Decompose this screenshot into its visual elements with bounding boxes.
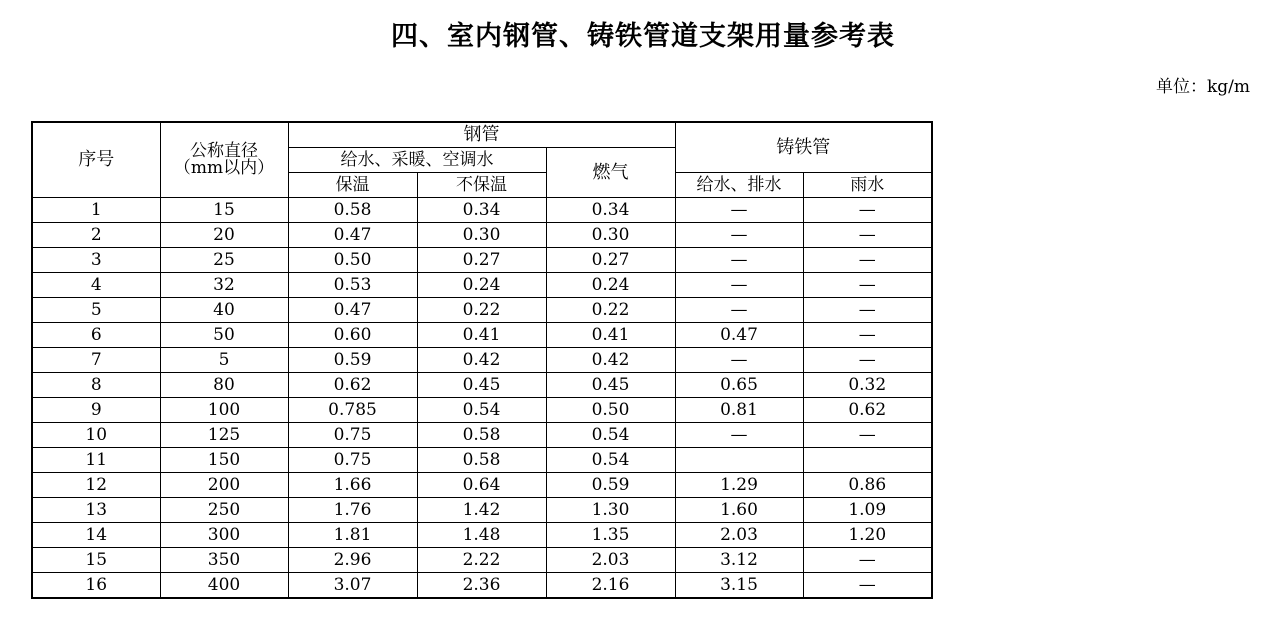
support-usage-table <box>31 121 933 599</box>
cell-cast-iron-water-drain: — <box>675 423 803 448</box>
header-insulated: 保温 <box>288 173 417 198</box>
cell-cast-iron-rain: — <box>803 348 932 373</box>
cell-steel-insulated: 0.59 <box>288 348 417 373</box>
table-row <box>32 548 932 573</box>
cell-cast-iron-rain: 0.86 <box>803 473 932 498</box>
cell-cast-iron-rain: 1.20 <box>803 523 932 548</box>
cell-cast-iron-water-drain: — <box>675 298 803 323</box>
cell-nominal-diameter: 32 <box>160 273 288 298</box>
cell-steel-uninsulated: 0.58 <box>417 423 546 448</box>
cell-steel-gas: 0.54 <box>546 448 675 473</box>
cell-nominal-diameter: 80 <box>160 373 288 398</box>
cell-nominal-diameter: 400 <box>160 573 288 599</box>
cell-seq: 16 <box>32 573 160 599</box>
cell-steel-insulated: 1.76 <box>288 498 417 523</box>
cell-steel-gas: 1.35 <box>546 523 675 548</box>
cell-seq: 4 <box>32 273 160 298</box>
cell-cast-iron-rain: 0.32 <box>803 373 932 398</box>
header-steel-water: 给水、采暖、空调水 <box>288 148 546 173</box>
cell-cast-iron-rain: 0.62 <box>803 398 932 423</box>
cell-steel-uninsulated: 0.27 <box>417 248 546 273</box>
cell-steel-uninsulated: 2.22 <box>417 548 546 573</box>
table-row <box>32 298 932 323</box>
cell-nominal-diameter: 20 <box>160 223 288 248</box>
table-row <box>32 198 932 223</box>
cell-steel-insulated: 0.58 <box>288 198 417 223</box>
cell-cast-iron-rain: — <box>803 248 932 273</box>
cell-steel-gas: 0.45 <box>546 373 675 398</box>
cell-steel-uninsulated: 0.42 <box>417 348 546 373</box>
cell-cast-iron-rain: — <box>803 273 932 298</box>
cell-cast-iron-water-drain: — <box>675 248 803 273</box>
cell-cast-iron-water-drain: 3.15 <box>675 573 803 599</box>
table-row <box>32 323 932 348</box>
cell-steel-uninsulated: 1.48 <box>417 523 546 548</box>
cell-nominal-diameter: 250 <box>160 498 288 523</box>
cell-steel-uninsulated: 2.36 <box>417 573 546 599</box>
cell-nominal-diameter: 40 <box>160 298 288 323</box>
cell-steel-gas: 0.59 <box>546 473 675 498</box>
cell-cast-iron-water-drain: 0.65 <box>675 373 803 398</box>
cell-seq: 12 <box>32 473 160 498</box>
header-cast-iron-pipe: 铸铁管 <box>675 122 932 173</box>
cell-cast-iron-water-drain: — <box>675 198 803 223</box>
cell-steel-uninsulated: 0.54 <box>417 398 546 423</box>
cell-steel-insulated: 0.75 <box>288 448 417 473</box>
cell-nominal-diameter: 150 <box>160 448 288 473</box>
cell-steel-insulated: 0.60 <box>288 323 417 348</box>
page-title: 四、室内钢管、铸铁管道支架用量参考表 <box>391 21 895 52</box>
cell-seq: 1 <box>32 198 160 223</box>
cell-nominal-diameter: 50 <box>160 323 288 348</box>
cell-cast-iron-water-drain: — <box>675 223 803 248</box>
cell-steel-uninsulated: 0.58 <box>417 448 546 473</box>
cell-cast-iron-water-drain: 3.12 <box>675 548 803 573</box>
cell-cast-iron-water-drain: 2.03 <box>675 523 803 548</box>
cell-steel-gas: 1.30 <box>546 498 675 523</box>
table-row <box>32 273 932 298</box>
table-row <box>32 473 932 498</box>
cell-steel-uninsulated: 1.42 <box>417 498 546 523</box>
cell-seq: 10 <box>32 423 160 448</box>
cell-nominal-diameter: 25 <box>160 248 288 273</box>
cell-cast-iron-rain: — <box>803 323 932 348</box>
cell-steel-gas: 0.50 <box>546 398 675 423</box>
cell-cast-iron-water-drain: 1.29 <box>675 473 803 498</box>
cell-steel-gas: 0.41 <box>546 323 675 348</box>
cell-steel-gas: 0.42 <box>546 348 675 373</box>
table-row <box>32 373 932 398</box>
table-row <box>32 498 932 523</box>
header-gas: 燃气 <box>546 148 675 198</box>
cell-steel-gas: 0.27 <box>546 248 675 273</box>
header-row-1 <box>32 122 932 148</box>
cell-steel-uninsulated: 0.24 <box>417 273 546 298</box>
header-seq: 序号 <box>32 122 160 198</box>
cell-steel-insulated: 1.66 <box>288 473 417 498</box>
cell-steel-insulated: 0.47 <box>288 298 417 323</box>
cell-steel-uninsulated: 0.30 <box>417 223 546 248</box>
header-uninsulated: 不保温 <box>417 173 546 198</box>
cell-cast-iron-water-drain: 0.81 <box>675 398 803 423</box>
cell-nominal-diameter: 125 <box>160 423 288 448</box>
table-row <box>32 348 932 373</box>
cell-cast-iron-rain: — <box>803 198 932 223</box>
cell-cast-iron-rain: — <box>803 423 932 448</box>
cell-cast-iron-rain <box>803 448 932 473</box>
cell-seq: 7 <box>32 348 160 373</box>
cell-cast-iron-rain: — <box>803 223 932 248</box>
cell-steel-uninsulated: 0.22 <box>417 298 546 323</box>
cell-steel-insulated: 1.81 <box>288 523 417 548</box>
cell-steel-insulated: 0.53 <box>288 273 417 298</box>
header-ci-rain: 雨水 <box>803 173 932 198</box>
cell-steel-insulated: 0.50 <box>288 248 417 273</box>
cell-nominal-diameter: 100 <box>160 398 288 423</box>
table-row <box>32 398 932 423</box>
cell-seq: 11 <box>32 448 160 473</box>
cell-nominal-diameter: 15 <box>160 198 288 223</box>
table-row <box>32 223 932 248</box>
table-row <box>32 448 932 473</box>
cell-seq: 6 <box>32 323 160 348</box>
cell-steel-uninsulated: 0.34 <box>417 198 546 223</box>
cell-cast-iron-rain: 1.09 <box>803 498 932 523</box>
cell-seq: 9 <box>32 398 160 423</box>
cell-steel-gas: 0.54 <box>546 423 675 448</box>
cell-cast-iron-rain: — <box>803 298 932 323</box>
cell-steel-gas: 0.24 <box>546 273 675 298</box>
cell-steel-gas: 0.30 <box>546 223 675 248</box>
cell-nominal-diameter: 200 <box>160 473 288 498</box>
cell-seq: 3 <box>32 248 160 273</box>
cell-steel-insulated: 2.96 <box>288 548 417 573</box>
cell-steel-uninsulated: 0.45 <box>417 373 546 398</box>
cell-cast-iron-water-drain: — <box>675 273 803 298</box>
cell-nominal-diameter: 300 <box>160 523 288 548</box>
header-steel-pipe: 钢管 <box>288 122 675 148</box>
cell-seq: 8 <box>32 373 160 398</box>
table-row <box>32 248 932 273</box>
table-row <box>32 523 932 548</box>
cell-cast-iron-rain: — <box>803 573 932 599</box>
cell-cast-iron-water-drain <box>675 448 803 473</box>
cell-steel-uninsulated: 0.41 <box>417 323 546 348</box>
unit-label: 单位：kg/m <box>1155 77 1250 97</box>
cell-steel-insulated: 0.785 <box>288 398 417 423</box>
cell-steel-gas: 2.03 <box>546 548 675 573</box>
cell-seq: 13 <box>32 498 160 523</box>
cell-steel-gas: 2.16 <box>546 573 675 599</box>
cell-cast-iron-rain: — <box>803 548 932 573</box>
cell-steel-gas: 0.34 <box>546 198 675 223</box>
cell-steel-uninsulated: 0.64 <box>417 473 546 498</box>
cell-seq: 14 <box>32 523 160 548</box>
cell-steel-insulated: 0.62 <box>288 373 417 398</box>
table-row <box>32 423 932 448</box>
cell-seq: 2 <box>32 223 160 248</box>
header-diameter: 公称直径 （mm以内） <box>160 122 288 198</box>
header-ci-water-drain: 给水、排水 <box>675 173 803 198</box>
cell-cast-iron-water-drain: 1.60 <box>675 498 803 523</box>
cell-steel-gas: 0.22 <box>546 298 675 323</box>
cell-nominal-diameter: 350 <box>160 548 288 573</box>
cell-nominal-diameter: 5 <box>160 348 288 373</box>
cell-cast-iron-water-drain: 0.47 <box>675 323 803 348</box>
cell-steel-insulated: 3.07 <box>288 573 417 599</box>
table-row <box>32 573 932 599</box>
cell-seq: 5 <box>32 298 160 323</box>
cell-seq: 15 <box>32 548 160 573</box>
cell-steel-insulated: 0.75 <box>288 423 417 448</box>
cell-cast-iron-water-drain: — <box>675 348 803 373</box>
cell-steel-insulated: 0.47 <box>288 223 417 248</box>
